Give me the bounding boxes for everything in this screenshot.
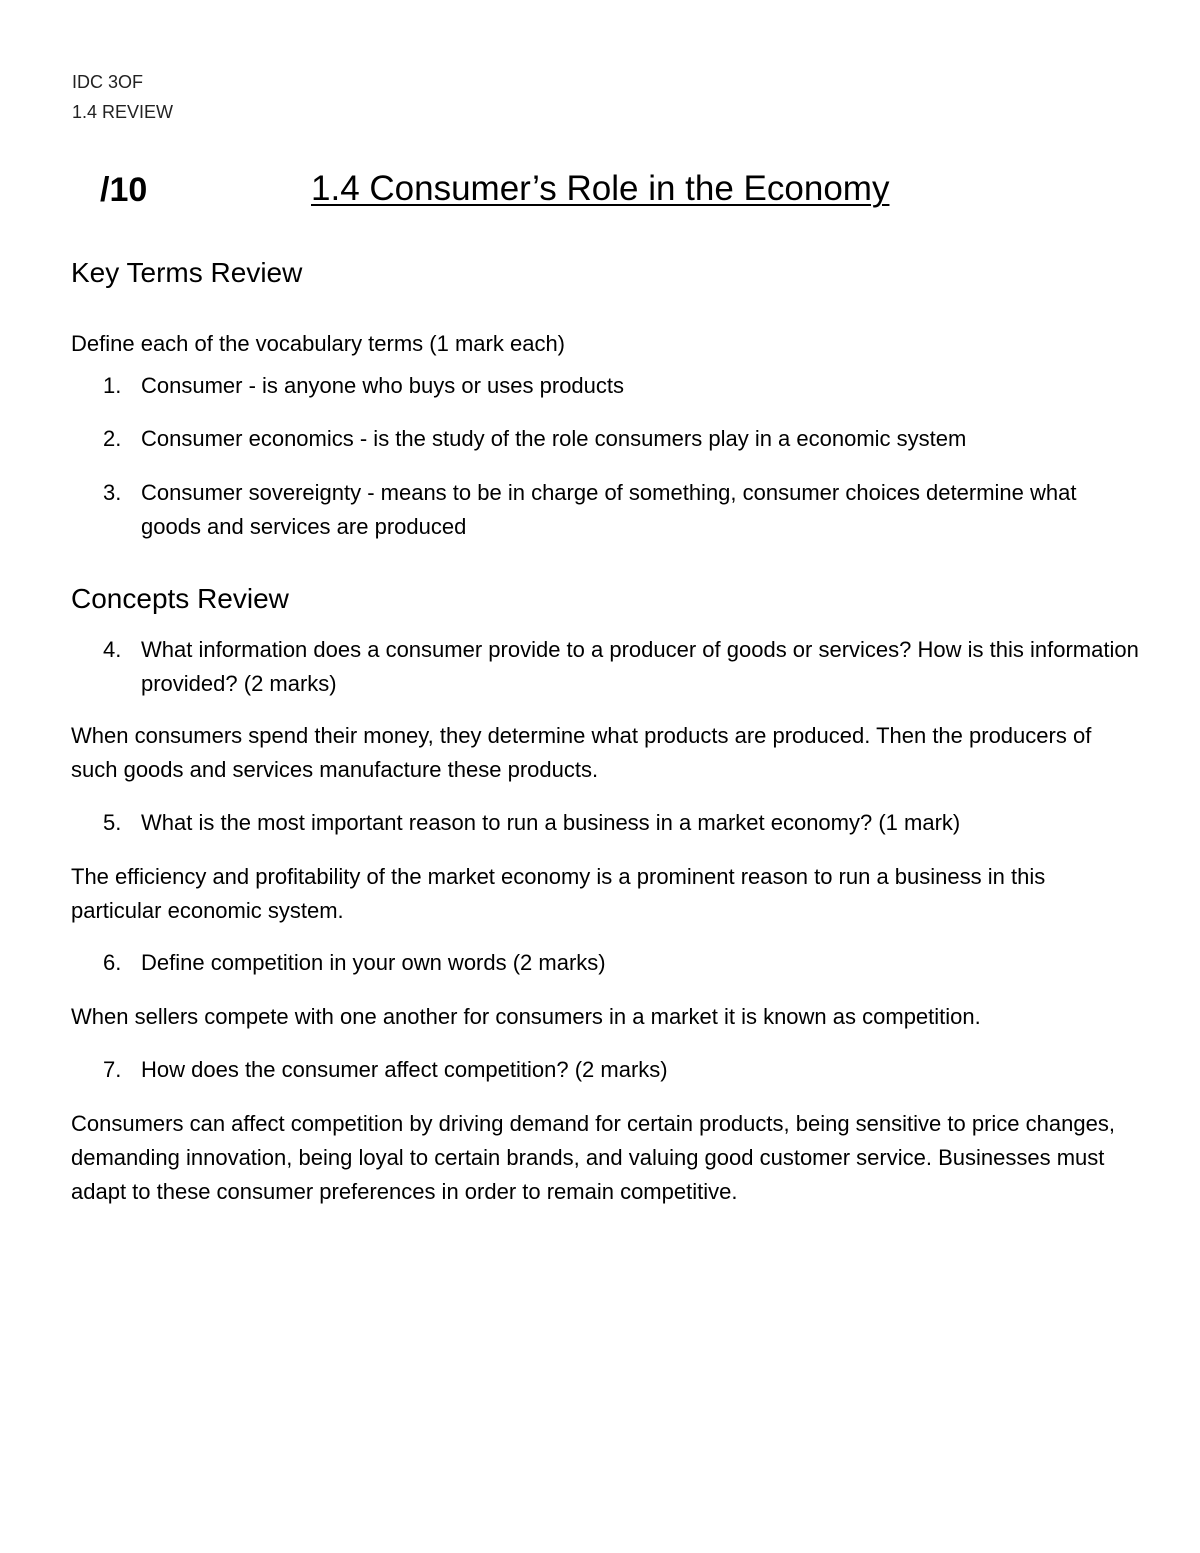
question-text: How does the consumer affect competition? (2 marks)	[141, 1057, 668, 1082]
question-item	[71, 633, 1141, 701]
page-title: 1.4 Consumer’s Role in the Economy	[311, 169, 890, 208]
answer-text: When consumers spend their money, they determine what products are produced. Then the producers of such goods and services manufacture these products.	[71, 723, 1092, 782]
term-definition: Consumer - is anyone who buys or uses products	[141, 373, 625, 398]
term-item	[71, 476, 1141, 544]
course-code: IDC 3OF	[72, 72, 144, 92]
item-number: 1.	[103, 373, 122, 398]
item-number: 2.	[103, 426, 122, 451]
concepts-heading: Concepts Review	[71, 583, 289, 614]
item-number: 3.	[103, 480, 122, 505]
item-number: 6.	[103, 950, 122, 975]
question-text: What is the most important reason to run a business in a market economy? (1 mark)	[141, 810, 961, 835]
term-definition: Consumer sovereignty - means to be in charge of something, consumer choices determine what goods and services are produced	[141, 480, 1077, 539]
answer-text: The efficiency and profitability of the market economy is a prominent reason to run a business in this particular economic system.	[71, 864, 1046, 923]
score-box: /10	[100, 171, 148, 209]
key-terms-heading: Key Terms Review	[71, 257, 303, 288]
question-item	[71, 806, 1141, 840]
question-text: What information does a consumer provide to a producer of goods or services? How is this information provided? (2 marks)	[141, 637, 1139, 696]
term-item	[71, 422, 1141, 456]
question-text: Define competition in your own words (2 marks)	[141, 950, 606, 975]
answer-text: Consumers can affect competition by driving demand for certain products, being sensitive to price changes, demanding innovation, being loyal to certain brands, and valuing good customer service. Businesses must adapt to these consumer preferences in order to remain competitive.	[71, 1111, 1115, 1204]
term-definition: Consumer economics - is the study of the role consumers play in a economic system	[141, 426, 967, 451]
answer-text: When sellers compete with one another for consumers in a market it is known as competition.	[71, 1004, 981, 1029]
question-item	[71, 946, 1141, 980]
item-number: 4.	[103, 637, 122, 662]
item-number: 7.	[103, 1057, 122, 1082]
question-item	[71, 1053, 1141, 1087]
unit-label: 1.4 REVIEW	[72, 102, 174, 122]
term-item	[71, 369, 1141, 403]
key-terms-instruction: Define each of the vocabulary terms (1 mark each)	[71, 331, 566, 356]
item-number: 5.	[103, 810, 122, 835]
